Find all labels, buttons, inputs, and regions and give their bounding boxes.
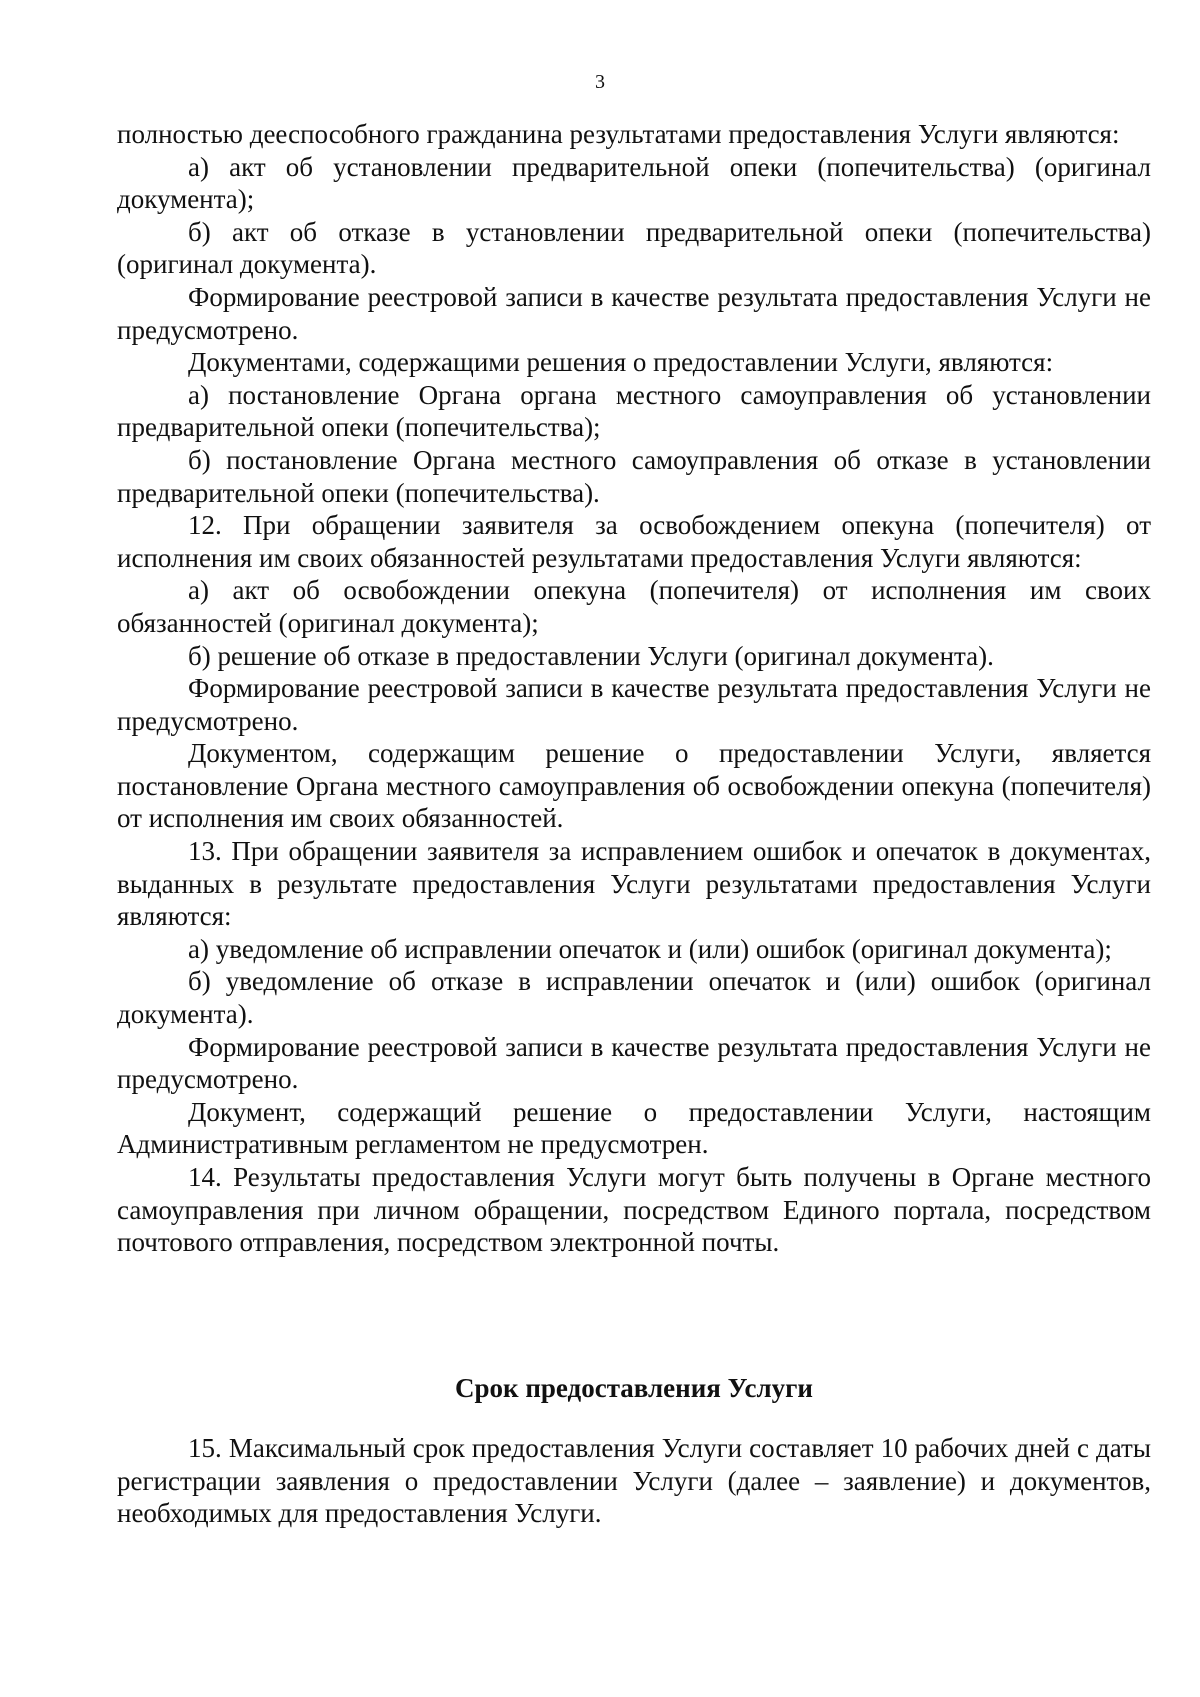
paragraph: 12. При обращении заявителя за освобождением опекуна (попечителя) от исполнения им своих обязанностей результатами предоставления Услуги являются: [117, 510, 1151, 573]
page-number: 3 [595, 71, 605, 93]
paragraph: 14. Результаты предоставления Услуги могут быть получены в Органе местного самоуправления при личном обращении, посредством Единого портала, посредством почтового отправления, посредством электронной почты. [117, 1162, 1151, 1258]
paragraph: а) акт об освобождении опекуна (попечителя) от исполнения им своих обязанностей (оригинал документа); [117, 575, 1151, 638]
paragraph: а) уведомление об исправлении опечаток и (или) ошибок (оригинал документа); [188, 933, 1112, 964]
paragraph: б) решение об отказе в предоставлении Услуги (оригинал документа). [188, 640, 994, 671]
paragraph: Формирование реестровой записи в качестве результата предоставления Услуги не предусмотрено. [117, 1031, 1151, 1095]
section-body [117, 1432, 1151, 1530]
paragraph: 13. При обращении заявителя за исправлением ошибок и опечаток в документах, выданных в результате предоставления Услуги результатами предоставления Услуги являются: [117, 836, 1151, 932]
document-body [117, 118, 1151, 1259]
paragraph: а) постановление Органа органа местного самоуправления об установлении предварительной опеки (попечительства); [117, 379, 1151, 443]
paragraph: б) акт об отказе в установлении предварительной опеки (попечительства) (оригинал документа). [117, 216, 1151, 280]
paragraph: б) постановление Органа местного самоуправления об отказе в установлении предварительной опеки (попечительства). [117, 444, 1151, 508]
paragraph: б) уведомление об отказе в исправлении опечаток и (или) ошибок (оригинал документа). [117, 966, 1151, 1030]
paragraph: Документом, содержащим решение о предоставлении Услуги, является постановление Органа местного самоуправления об освобождении опекуна (попечителя) от исполнения им своих обязанностей. [117, 738, 1151, 834]
paragraph: Формирование реестровой записи в качестве результата предоставления Услуги не предусмотрено. [117, 281, 1151, 345]
paragraph: полностью дееспособного гражданина результатами предоставления Услуги являются: [117, 119, 1120, 149]
paragraph: а) акт об установлении предварительной опеки (попечительства) (оригинал документа); [117, 151, 1151, 215]
paragraph: Документами, содержащими решения о предоставлении Услуги, являются: [188, 347, 1054, 378]
paragraph: 15. Максимальный срок предоставления Услуги составляет 10 рабочих дней с даты регистрации заявления о предоставлении Услуги (далее – заявление) и документов, необходимых для предоставления Услуги. [117, 1433, 1151, 1529]
paragraph: Формирование реестровой записи в качестве результата предоставления Услуги не предусмотрено. [117, 673, 1151, 736]
section-title: Срок предоставления Услуги [455, 1373, 813, 1403]
paragraph: Документ, содержащий решение о предоставлении Услуги, настоящим Административным регламентом не предусмотрен. [117, 1096, 1151, 1160]
